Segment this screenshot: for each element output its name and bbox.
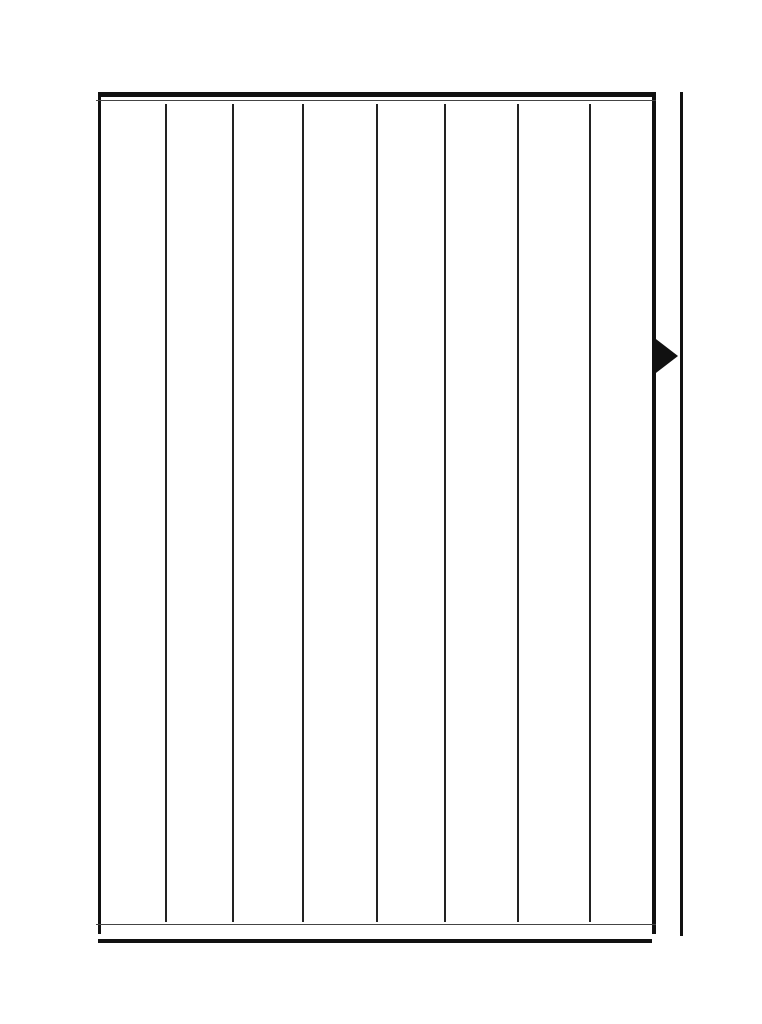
bottom-inner-rule [96,924,656,925]
column-rule [165,104,167,922]
margin-band [652,92,683,936]
page-frame [98,92,652,943]
column-rule [589,104,591,922]
column-rule [517,104,519,922]
column-rule [444,104,446,922]
column-rule [232,104,234,922]
frame-left-border [98,92,101,934]
column-rule [376,104,378,922]
top-inner-rule [96,100,656,101]
fish-tail-mark [652,336,678,376]
column-rule [302,104,304,922]
